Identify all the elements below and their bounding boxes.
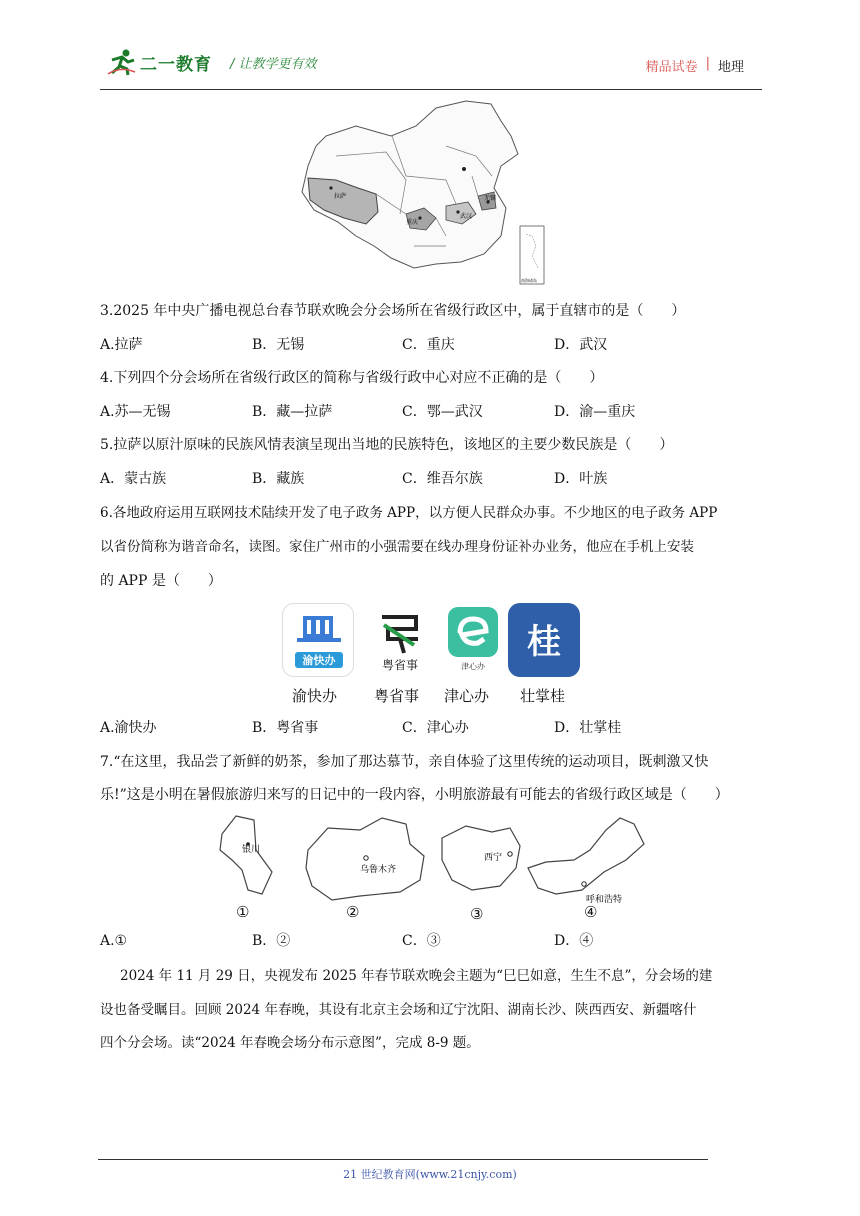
q6-line2: 以省份简称为谐音命名，读图。家住广州市的小强需要在线办理身份证补办业务，他应在手机上安装 (100, 539, 694, 555)
subject-label: 地理 (717, 60, 744, 75)
q7-line2: 乐!”这是小明在暑假旅游归来写的日记中的一段内容，小明旅游最有可能去的省级行政区域是（ ） (100, 787, 729, 803)
label-chongqing: 重庆 (406, 219, 419, 226)
passage-line1: 2024 年 11 月 29 日，央视发布 2025 年春节联欢晚会主题为“巳巳如意，生生不息”，分会场的建 (120, 968, 713, 984)
q4-stem: 4.下列四个分会场所在省级行政区的简称与省级行政中心对应不正确的是（ ） (100, 370, 604, 386)
q6-line1: 6.各地政府运用互联网技术陆续开发了电子政务 APP，以方便人民群众办事。不少地区的电子政务 APP (100, 505, 718, 521)
q6-option-b[interactable]: B．粤省事 (252, 720, 319, 736)
app-icon-yukuaiban (282, 603, 354, 677)
region-4-number: ④ (584, 903, 598, 921)
app-label-2: 粤省事 (374, 687, 420, 705)
q7-option-c[interactable]: C．③ (402, 933, 441, 949)
gui-icon (508, 603, 580, 677)
label-wuxi: 无锡 (484, 195, 497, 202)
label-inset: 南海诸岛 (521, 278, 537, 283)
q4-option-a[interactable]: A.苏—无锡 (100, 404, 171, 420)
app-icon-zhuangzhanggui (508, 603, 580, 677)
q5-option-a[interactable]: A．蒙古族 (100, 471, 167, 487)
q7-option-d[interactable]: D．④ (554, 933, 594, 949)
region-3-number: ③ (470, 905, 484, 923)
q7-option-a[interactable]: A.① (100, 933, 128, 949)
q4-option-c[interactable]: C．鄂—武汉 (402, 404, 483, 420)
south-china-sea-inset (520, 226, 544, 284)
e-icon (442, 603, 514, 677)
q3-option-d[interactable]: D．武汉 (554, 337, 608, 353)
region-3-city: 西宁 (484, 853, 503, 863)
app-label-3: 津心办 (444, 687, 490, 705)
q5-option-b[interactable]: B．藏族 (252, 471, 305, 487)
logo (106, 48, 317, 76)
label-lhasa: 拉萨 (334, 193, 347, 200)
q3-option-a[interactable]: A.拉萨 (100, 337, 143, 353)
app-icon-text-4: 桂 (527, 622, 561, 662)
logo-text: 二一教育 (140, 54, 212, 75)
q7-option-b[interactable]: B．② (252, 933, 291, 949)
china-map (296, 96, 546, 290)
footer-divider (98, 1159, 708, 1160)
region-4-city: 呼和浩特 (586, 895, 623, 905)
q7-line1: 7.“在这里，我品尝了新鲜的奶茶，参加了那达慕节，亲自体验了这里传统的运动项目，既刺激又快 (100, 754, 709, 770)
region-2-city: 乌鲁木齐 (360, 865, 397, 875)
q6-option-d[interactable]: D．壮掌桂 (554, 720, 622, 736)
passage-line3: 四个分会场。读“2024 年春晚会场分布示意图”，完成 8-9 题。 (100, 1035, 480, 1051)
quality-label: 精品试卷 (645, 60, 698, 75)
label-wuhan: 武汉 (460, 213, 473, 220)
runner-logo-icon (106, 48, 136, 76)
q6-option-c[interactable]: C．津心办 (402, 720, 469, 736)
q3-option-c[interactable]: C．重庆 (402, 337, 455, 353)
q6-line3: 的 APP 是（ ） (100, 573, 222, 589)
q5-option-d[interactable]: D．叶族 (554, 471, 608, 487)
slogan: / 让教学更有效 (230, 56, 317, 72)
page-footer: 21 世纪教育网(www.21cnjy.com) (343, 1168, 517, 1181)
passage-line2: 设也备受瞩目。回顾 2024 年春晚，其设有北京主会场和辽宁沈阳、湖南长沙、陕西西安、新疆喀什 (100, 1002, 697, 1018)
app-icon-jinxinban (442, 603, 514, 677)
app-label-4: 壮掌桂 (520, 687, 566, 705)
app-icon-text-2: 粤省事 (381, 658, 419, 672)
app-icon-text-1: 渝快办 (302, 654, 336, 667)
q3-option-b[interactable]: B．无锡 (252, 337, 305, 353)
q4-option-d[interactable]: D．渝—重庆 (554, 404, 636, 420)
region-maps (210, 810, 650, 914)
building-icon (283, 604, 355, 678)
q3-stem: 3.2025 年中央广播电视总台春节联欢晚会分会场所在省级行政区中，属于直辖市的是（ ） (100, 303, 686, 319)
yue-icon (364, 603, 436, 677)
q6-option-a[interactable]: A.渝快办 (100, 720, 157, 736)
region-2-number: ② (346, 903, 360, 921)
q5-option-c[interactable]: C．维吾尔族 (402, 471, 483, 487)
page-header (100, 46, 762, 90)
q5-stem: 5.拉萨以原汁原味的民族风情表演呈现出当地的民族特色，该地区的主要少数民族是（ ） (100, 437, 674, 453)
region-1-city: 银川 (242, 845, 261, 855)
app-label-1: 渝快办 (292, 687, 338, 705)
header-right (646, 56, 744, 75)
region-1-number: ① (236, 903, 250, 921)
header-separator: | (705, 56, 710, 71)
q4-option-b[interactable]: B．藏—拉萨 (252, 404, 333, 420)
app-icon-yueshengshi (364, 603, 436, 677)
app-icon-text-3: 津心办 (461, 662, 485, 671)
